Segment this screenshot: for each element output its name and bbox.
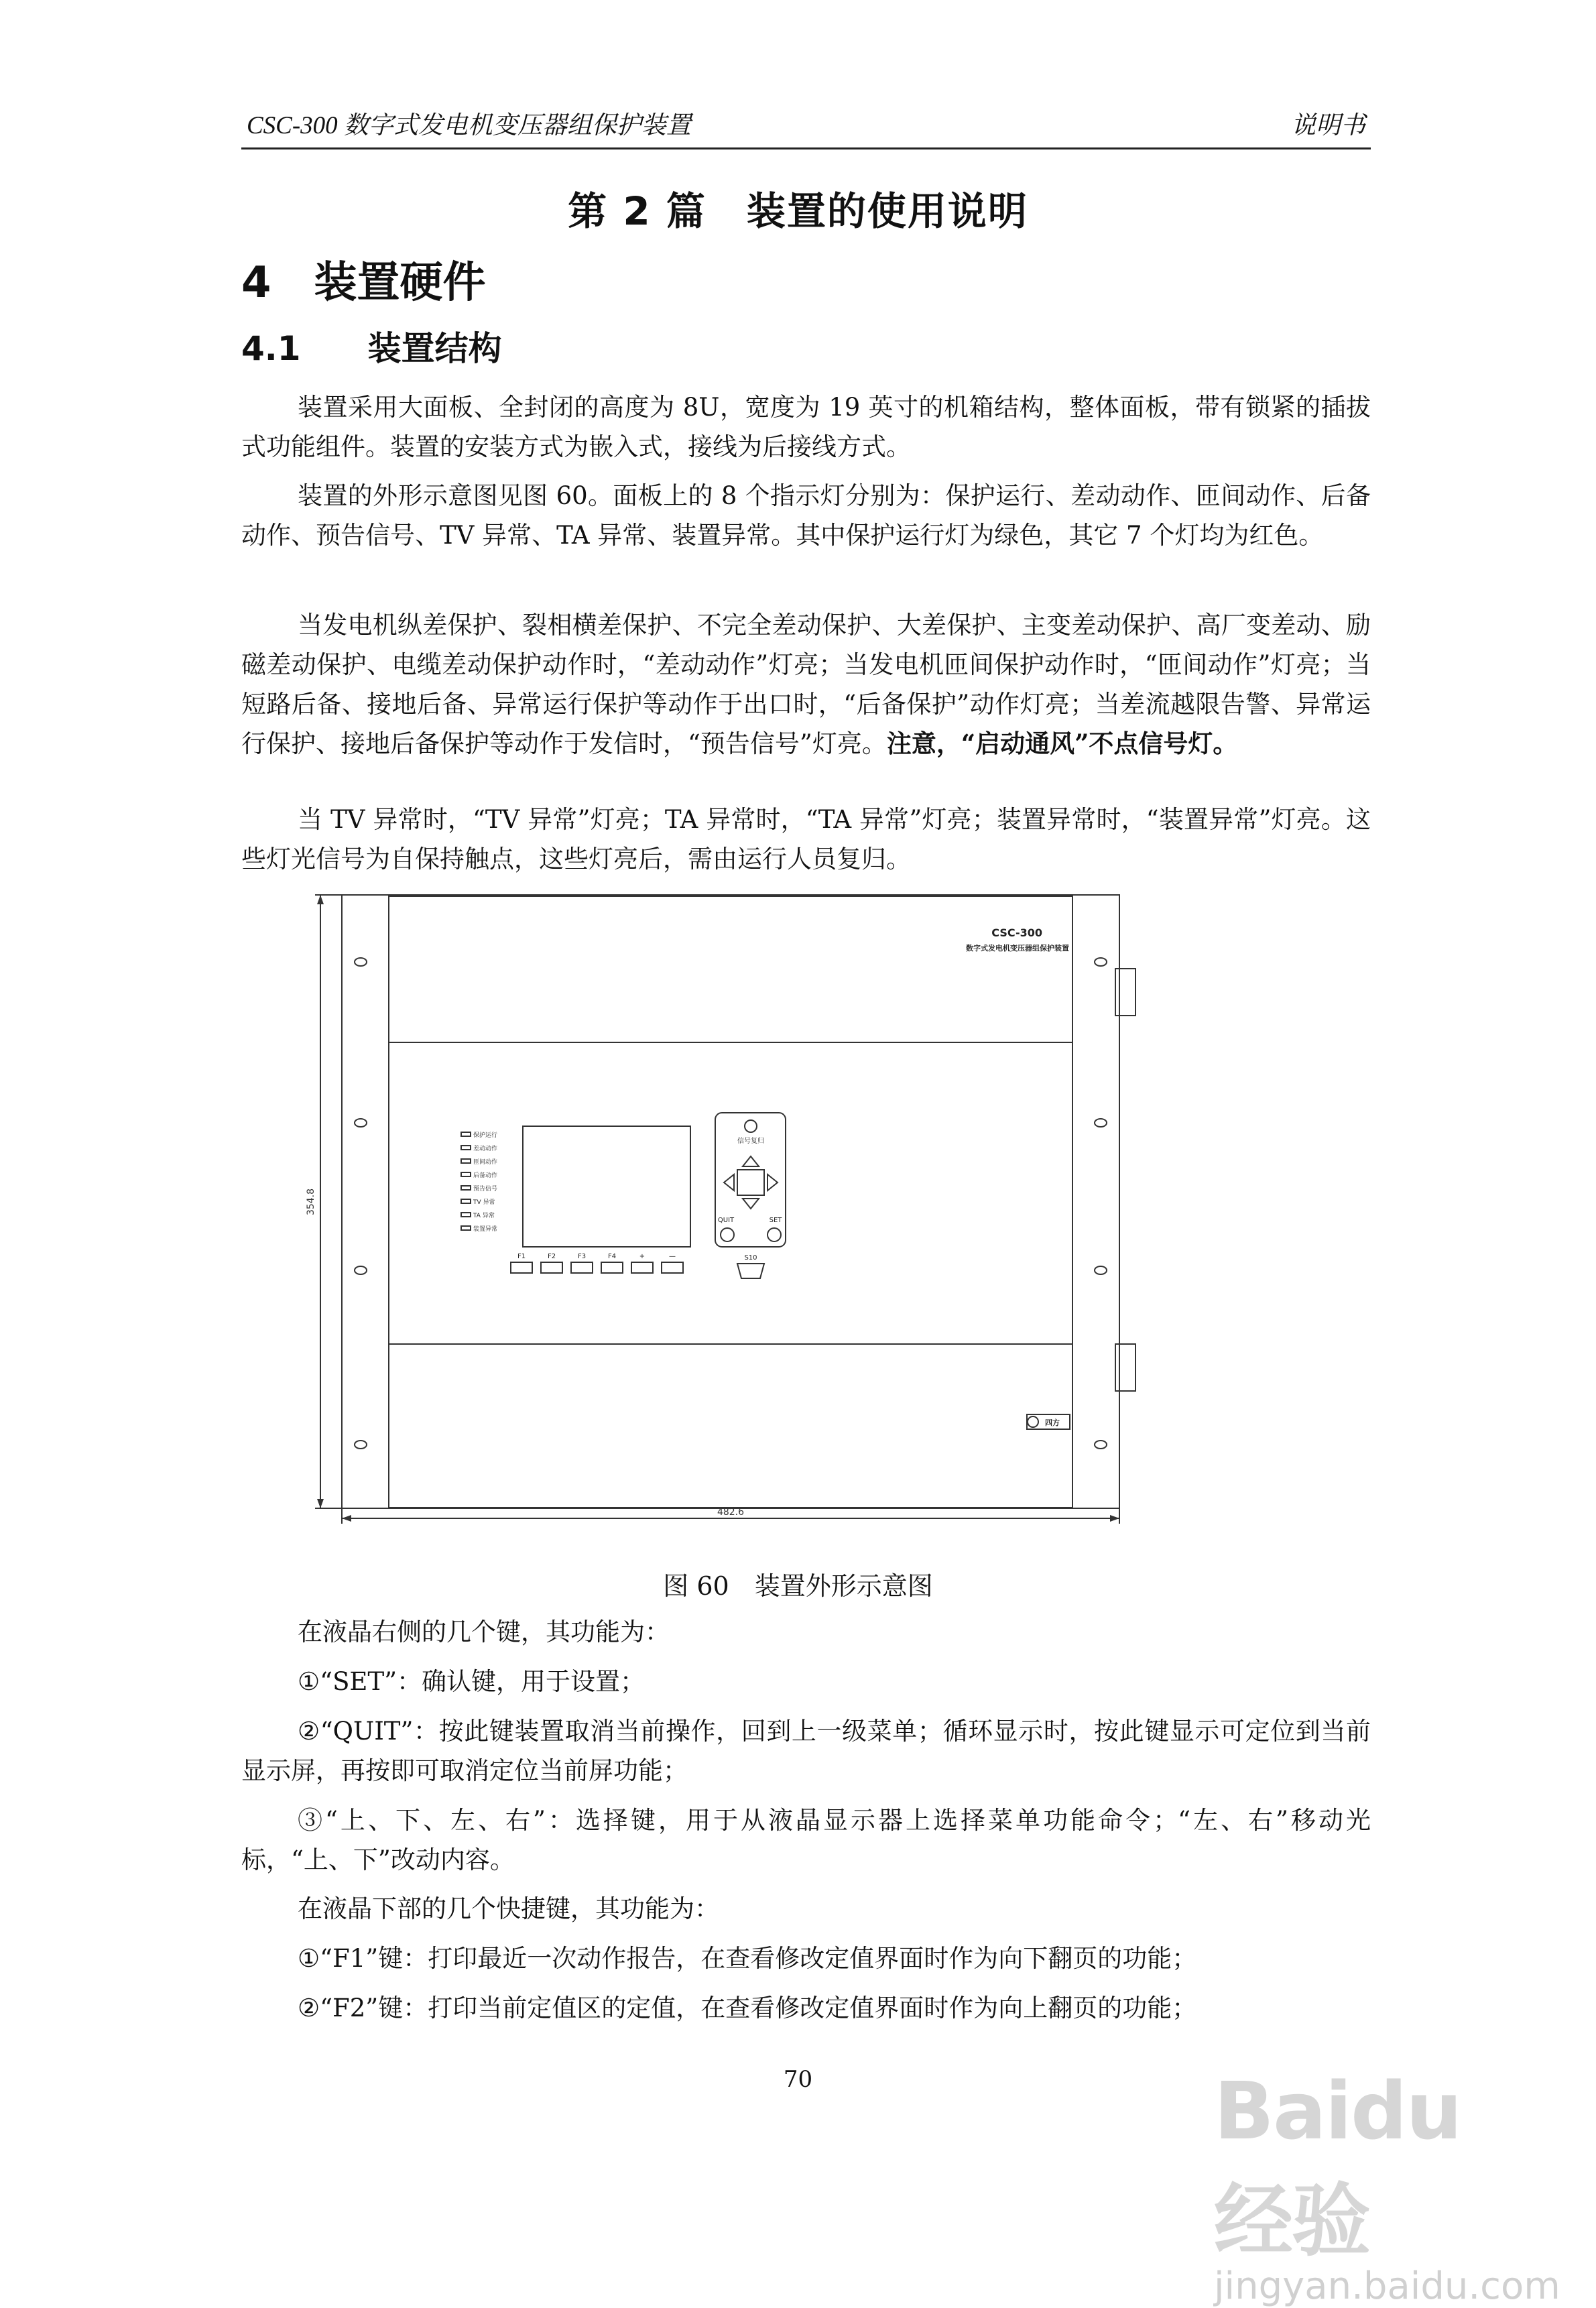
paragraph-10: ①“F1”键：打印最近一次动作报告，在查看修改定值界面时作为向下翻页的功能； — [298, 1944, 1197, 1973]
section-title: 4.1 装置结构 — [241, 329, 502, 368]
fkey-f4[interactable] — [601, 1262, 623, 1273]
serial-port — [737, 1264, 764, 1278]
set-label: SET — [769, 1217, 782, 1224]
fkey-label: F1 — [517, 1253, 526, 1260]
page-header — [241, 106, 1371, 149]
paragraph-9: 在液晶下部的几个快捷键，其功能为： — [298, 1894, 719, 1923]
rack-outline — [342, 895, 1119, 1508]
paragraph-11: ②“F2”键：打印当前定值区的定值，在查看修改定值界面时作为向上翻页的功能； — [298, 1994, 1197, 2022]
led-label: 保护运行 — [473, 1132, 498, 1139]
paragraph-2: 装置的外形示意图见图 60。面板上的 8 个指示灯分别为：保护运行、差动动作、匝间动作、后备动作、预告信号、TV 异常、TA 异常、装置异常。其中保护运行灯为绿色，其它 7 个灯均为红色。 — [241, 481, 1371, 550]
dimension-width: 482.6 — [717, 1507, 745, 1518]
port-label: S10 — [744, 1254, 757, 1262]
fkey-label: F3 — [577, 1253, 587, 1260]
led-label: TV 异常 — [473, 1199, 495, 1206]
fkey-label: + — [639, 1253, 646, 1260]
led-label: 后备动作 — [473, 1172, 498, 1179]
quit-label: QUIT — [717, 1217, 735, 1224]
fkey-label: — — [669, 1253, 676, 1260]
led-label: 差动动作 — [473, 1146, 498, 1152]
figure-caption: 图 60 装置外形示意图 — [663, 1571, 933, 1601]
paragraph-7: ②“QUIT”：按此键装置取消当前操作，回到上一级菜单；循环显示时，按此键显示可定位到当前显示屏，再按即可取消定位当前屏功能； — [241, 1717, 1371, 1785]
paragraph-1: 装置采用大面板、全封闭的高度为 8U，宽度为 19 英寸的机箱结构，整体面板，带有锁紧的插拔式功能组件。装置的安装方式为嵌入式，接线为后接线方式。 — [241, 393, 1371, 461]
chapter-title: 4 装置硬件 — [241, 258, 486, 308]
led-label: 预告信号 — [473, 1186, 498, 1193]
fkey-label: F4 — [607, 1253, 617, 1260]
led-label: 匝间动作 — [473, 1159, 498, 1166]
left-key[interactable] — [724, 1174, 734, 1191]
page-number: 70 — [783, 2066, 813, 2093]
reset-button[interactable] — [745, 1120, 757, 1132]
paragraph-4: 当 TV 异常时，“TV 异常”灯亮；TA 异常时，“TA 异常”灯亮；装置异常时，“装置异常”灯亮。这些灯光信号为自保持触点，这些灯亮后，需由运行人员复归。 — [241, 805, 1371, 873]
fkey-f3[interactable] — [571, 1262, 593, 1273]
part-title: 第 2 篇 装置的使用说明 — [568, 188, 1028, 234]
paragraph-3 — [241, 605, 1371, 764]
panel-name: 数字式发电机变压器组保护装置 — [966, 944, 1069, 953]
dimension-height: 354.8 — [306, 1188, 316, 1216]
set-button[interactable] — [768, 1228, 781, 1241]
led-label: TA 异常 — [473, 1213, 495, 1219]
led-label: 装置异常 — [473, 1226, 498, 1233]
fkey-plus[interactable] — [631, 1262, 653, 1273]
fkey-f2[interactable] — [541, 1262, 562, 1273]
paragraph-6: ①“SET”：确认键，用于设置； — [298, 1667, 646, 1696]
fkey-label: F2 — [547, 1253, 556, 1260]
brand-label: 四方 — [1045, 1418, 1060, 1427]
panel-model: CSC-300 — [991, 926, 1042, 939]
reset-label: 信号复归 — [737, 1138, 764, 1145]
down-key[interactable] — [743, 1199, 759, 1209]
fkey-minus[interactable] — [662, 1262, 683, 1273]
paragraph-5: 在液晶右侧的几个键，其功能为： — [298, 1618, 670, 1646]
watermark — [1214, 2065, 1560, 2308]
lcd-screen — [523, 1126, 690, 1247]
up-key[interactable] — [743, 1156, 759, 1166]
paragraph-8: ③“上、下、左、右”：选择键，用于从液晶显示器上选择菜单功能命令；“左、右”移动光标，“上、下”改动内容。 — [241, 1806, 1371, 1874]
header-left: CSC-300 数字式发电机变压器组保护装置 — [247, 112, 691, 139]
header-right: 说明书 — [1291, 112, 1365, 139]
paragraph-3-text: 当发电机纵差保护、裂相横差保护、不完全差动保护、大差保护、主变差动保护、高厂变差动、励磁差动保护、电缆差动保护动作时，“差动动作”灯亮；当发电机匝间保护动作时，“匝间动作”灯亮；当短路后备、接地后备、异常运行保护等动作于出口时，“后备保护”动作灯亮；当差流越限告警、异常运行保护、接地后备保护等动作于发信时，“预告信号”灯亮。 — [241, 611, 1371, 758]
note-bold: 注意，“启动通风”不点信号灯。 — [886, 729, 1238, 758]
watermark-logo: Baidu经验 — [1214, 2065, 1461, 2267]
watermark-url: jingyan.baidu.com — [1214, 2264, 1560, 2308]
right-key[interactable] — [768, 1174, 778, 1191]
device-outline-figure — [295, 882, 1173, 1525]
quit-button[interactable] — [721, 1228, 734, 1241]
fkey-f1[interactable] — [511, 1262, 532, 1273]
